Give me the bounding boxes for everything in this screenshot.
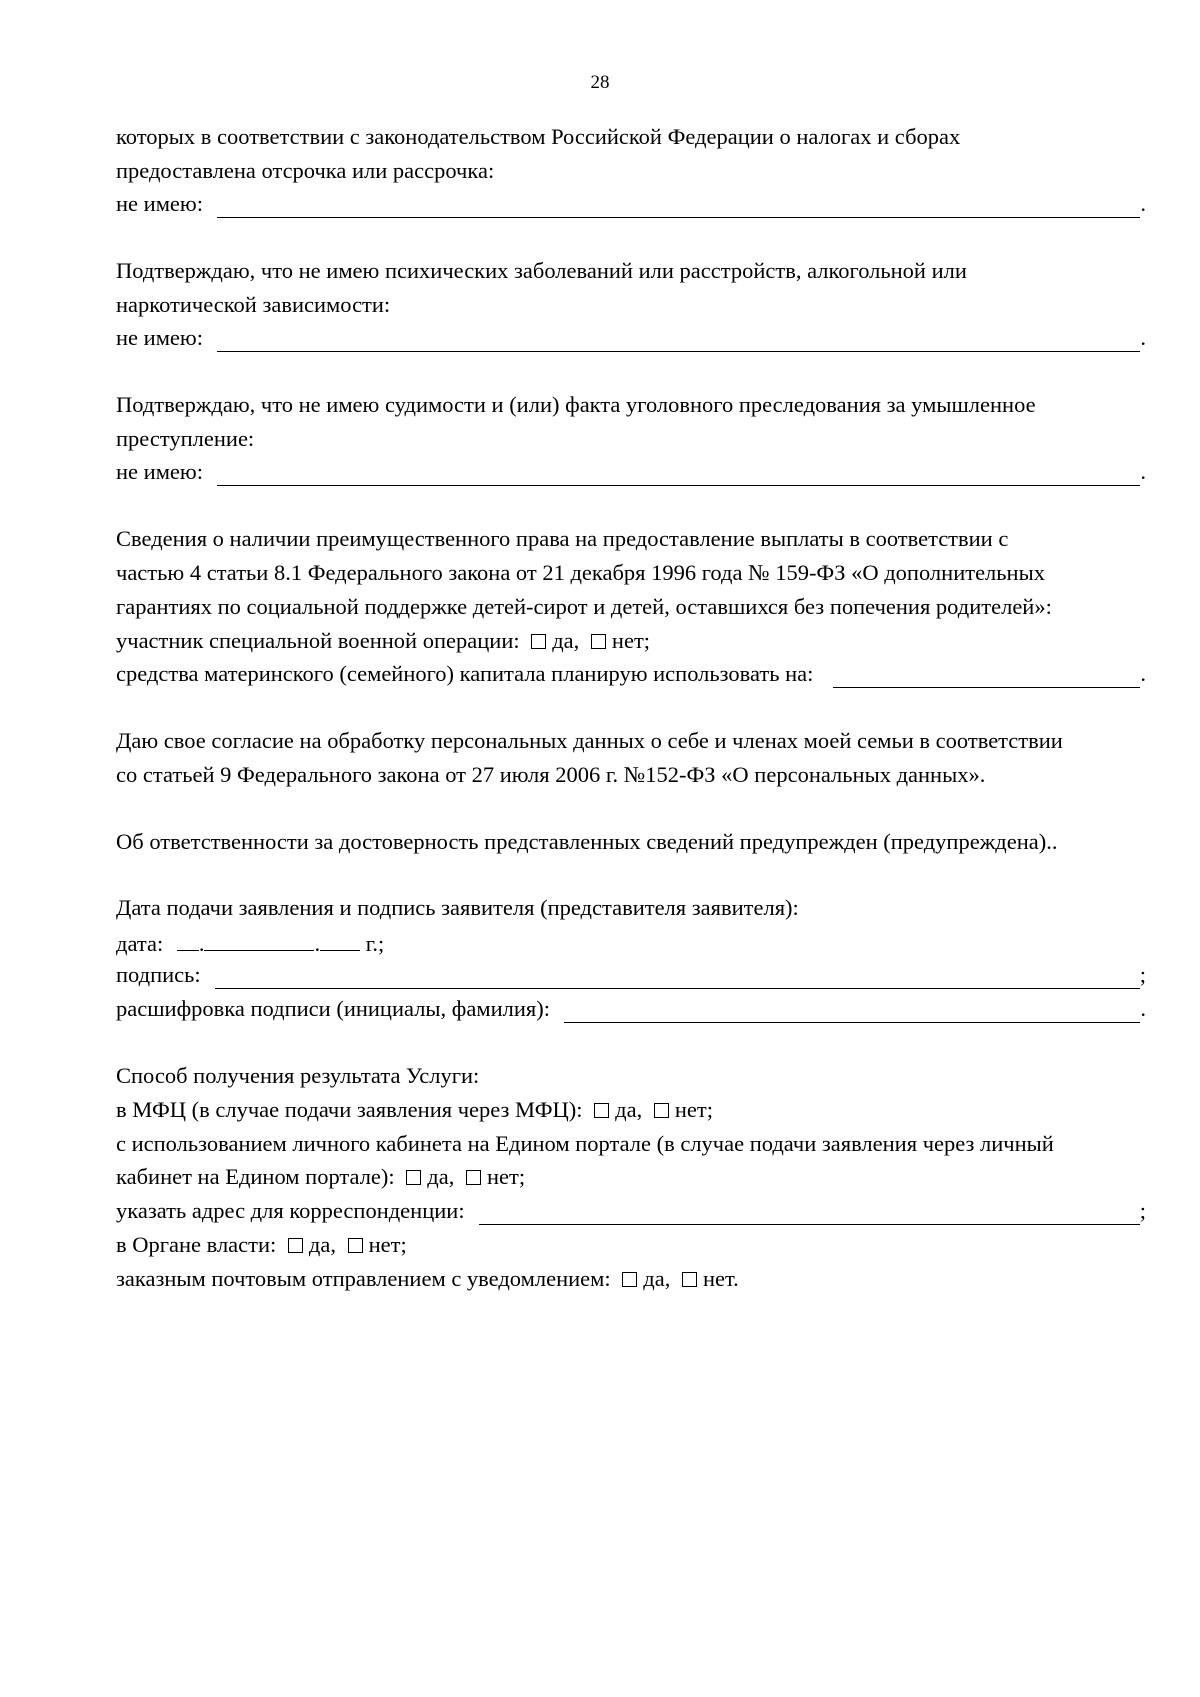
- s8-mail-yes-label: да,: [643, 1266, 671, 1291]
- s8-mail-no-label: нет.: [702, 1266, 739, 1291]
- s7-date-dot-1: .: [198, 931, 205, 956]
- s2-label: не имею:: [116, 325, 203, 350]
- s3-label: не имею:: [116, 459, 203, 484]
- s7-decode-end: .: [1140, 996, 1146, 1021]
- s7-date-year-input[interactable]: [320, 928, 360, 951]
- s7-date-dot-2: .: [314, 931, 321, 956]
- s3-text-line-1: Подтверждаю, что не имею судимости и (или) факта уголовного преследования за умышленное: [116, 392, 1036, 417]
- s8-mfc-label: в МФЦ (в случае подачи заявления через МФЦ):: [116, 1097, 583, 1122]
- s2-text-line-1: Подтверждаю, что не имею психических заболеваний или расстройств, алкогольной или: [116, 258, 967, 283]
- s4-text-line-3: гарантиях по социальной поддержке детей-сирот и детей, оставшихся без попечения родителей»:: [116, 594, 1052, 619]
- s8-authority-label: в Органе власти:: [116, 1232, 277, 1257]
- s4-svo-no-checkbox[interactable]: [591, 634, 606, 649]
- s8-mail-yes-checkbox[interactable]: [622, 1272, 637, 1287]
- s3-input-line[interactable]: [217, 463, 1140, 486]
- s4-text-line-1: Сведения о наличии преимущественного права на предоставление выплаты в соответствии с: [116, 526, 1009, 551]
- s7-signature-end: ;: [1139, 962, 1146, 987]
- s7-date-day-input[interactable]: [177, 928, 199, 951]
- s8-address-label: указать адрес для корреспонденции:: [116, 1198, 465, 1223]
- s2-text-line-2: наркотической зависимости:: [116, 292, 391, 317]
- s4-capital-input-line[interactable]: [833, 665, 1140, 688]
- s8-authority-no-label: нет;: [368, 1232, 407, 1257]
- s1-input-line[interactable]: [217, 195, 1140, 218]
- s7-decode-input-line[interactable]: [564, 1000, 1140, 1023]
- s2-fill-row: [116, 324, 1146, 352]
- s8-portal-no-label: нет;: [486, 1164, 526, 1189]
- s1-label: не имею:: [116, 191, 203, 216]
- s7-signature-row: [116, 961, 1146, 989]
- s1-end: .: [1140, 191, 1146, 216]
- s8-mfc-yes-label: да,: [615, 1097, 643, 1122]
- s4-capital-end: .: [1140, 661, 1146, 686]
- s8-mfc-no-label: нет;: [674, 1097, 713, 1122]
- s4-svo-yes-checkbox[interactable]: [531, 634, 546, 649]
- s4-svo-no-label: нет;: [611, 628, 651, 653]
- s4-capital-label: средства материнского (семейного) капитала планирую использовать на:: [116, 661, 814, 686]
- s7-date-year-suffix: г.;: [365, 931, 385, 956]
- s8-mail-no-checkbox[interactable]: [682, 1272, 697, 1287]
- s2-end: .: [1140, 325, 1146, 350]
- s8-mfc-row: [116, 1096, 713, 1124]
- s4-capital-row: [116, 660, 1146, 688]
- s2-input-line[interactable]: [217, 329, 1140, 352]
- s8-mfc-yes-checkbox[interactable]: [594, 1103, 609, 1118]
- s7-date-row: [116, 928, 384, 958]
- s8-address-row: [116, 1197, 1146, 1225]
- s8-mfc-no-checkbox[interactable]: [654, 1103, 669, 1118]
- s8-authority-no-checkbox[interactable]: [348, 1238, 363, 1253]
- s4-svo-yes-label: да,: [552, 628, 580, 653]
- s7-text-line-1: Дата подачи заявления и подпись заявителя (представителя заявителя):: [116, 895, 799, 920]
- s7-signature-label: подпись:: [116, 962, 201, 987]
- s6-text-line-1: Об ответственности за достоверность представленных сведений предупрежден (предупреждена)..: [116, 829, 1058, 854]
- s7-decode-row: [116, 995, 1146, 1023]
- s8-mail-label: заказным почтовым отправлением с уведомлением:: [116, 1266, 611, 1291]
- s8-address-input-line[interactable]: [479, 1202, 1140, 1225]
- s4-svo-row: [116, 627, 650, 655]
- s8-portal-no-checkbox[interactable]: [466, 1170, 481, 1185]
- s8-portal-label: кабинет на Едином портале):: [116, 1164, 395, 1189]
- s8-portal-yes-checkbox[interactable]: [406, 1170, 421, 1185]
- s5-text-line-2: со статьей 9 Федерального закона от 27 июля 2006 г. №152-ФЗ «О персональных данных».: [116, 762, 986, 787]
- s3-text-line-2: преступление:: [116, 426, 255, 451]
- s7-signature-input-line[interactable]: [215, 966, 1140, 989]
- s1-text-line-1: которых в соответствии с законодательством Российской Федерации о налогах и сборах: [116, 124, 961, 149]
- s3-fill-row: [116, 458, 1146, 486]
- s8-mail-row: [116, 1265, 739, 1293]
- s7-date-month-input[interactable]: [204, 928, 314, 951]
- s7-date-label: дата:: [116, 931, 164, 956]
- s8-portal-yes-label: да,: [427, 1164, 455, 1189]
- s7-decode-label: расшифровка подписи (инициалы, фамилия):: [116, 996, 551, 1021]
- s8-authority-row: [116, 1231, 407, 1259]
- s3-end: .: [1140, 459, 1146, 484]
- s8-title: Способ получения результата Услуги:: [116, 1063, 480, 1088]
- page-number: 28: [590, 72, 610, 93]
- s8-portal-row: [116, 1163, 525, 1191]
- s4-text-line-2: частью 4 статьи 8.1 Федерального закона от 21 декабря 1996 года № 159-ФЗ «О дополнительных: [116, 560, 1045, 585]
- s8-authority-yes-checkbox[interactable]: [288, 1238, 303, 1253]
- s1-text-line-2: предоставлена отсрочка или рассрочка:: [116, 158, 495, 183]
- s8-portal-line-1: с использованием личного кабинета на Едином портале (в случае подачи заявления через личный: [116, 1131, 1054, 1156]
- s5-text-line-1: Даю свое согласие на обработку персональных данных о себе и членах моей семьи в соответствии: [116, 728, 1063, 753]
- s4-svo-label: участник специальной военной операции:: [116, 628, 520, 653]
- s8-authority-yes-label: да,: [308, 1232, 336, 1257]
- s1-fill-row: [116, 190, 1146, 218]
- s8-address-end: ;: [1139, 1198, 1146, 1223]
